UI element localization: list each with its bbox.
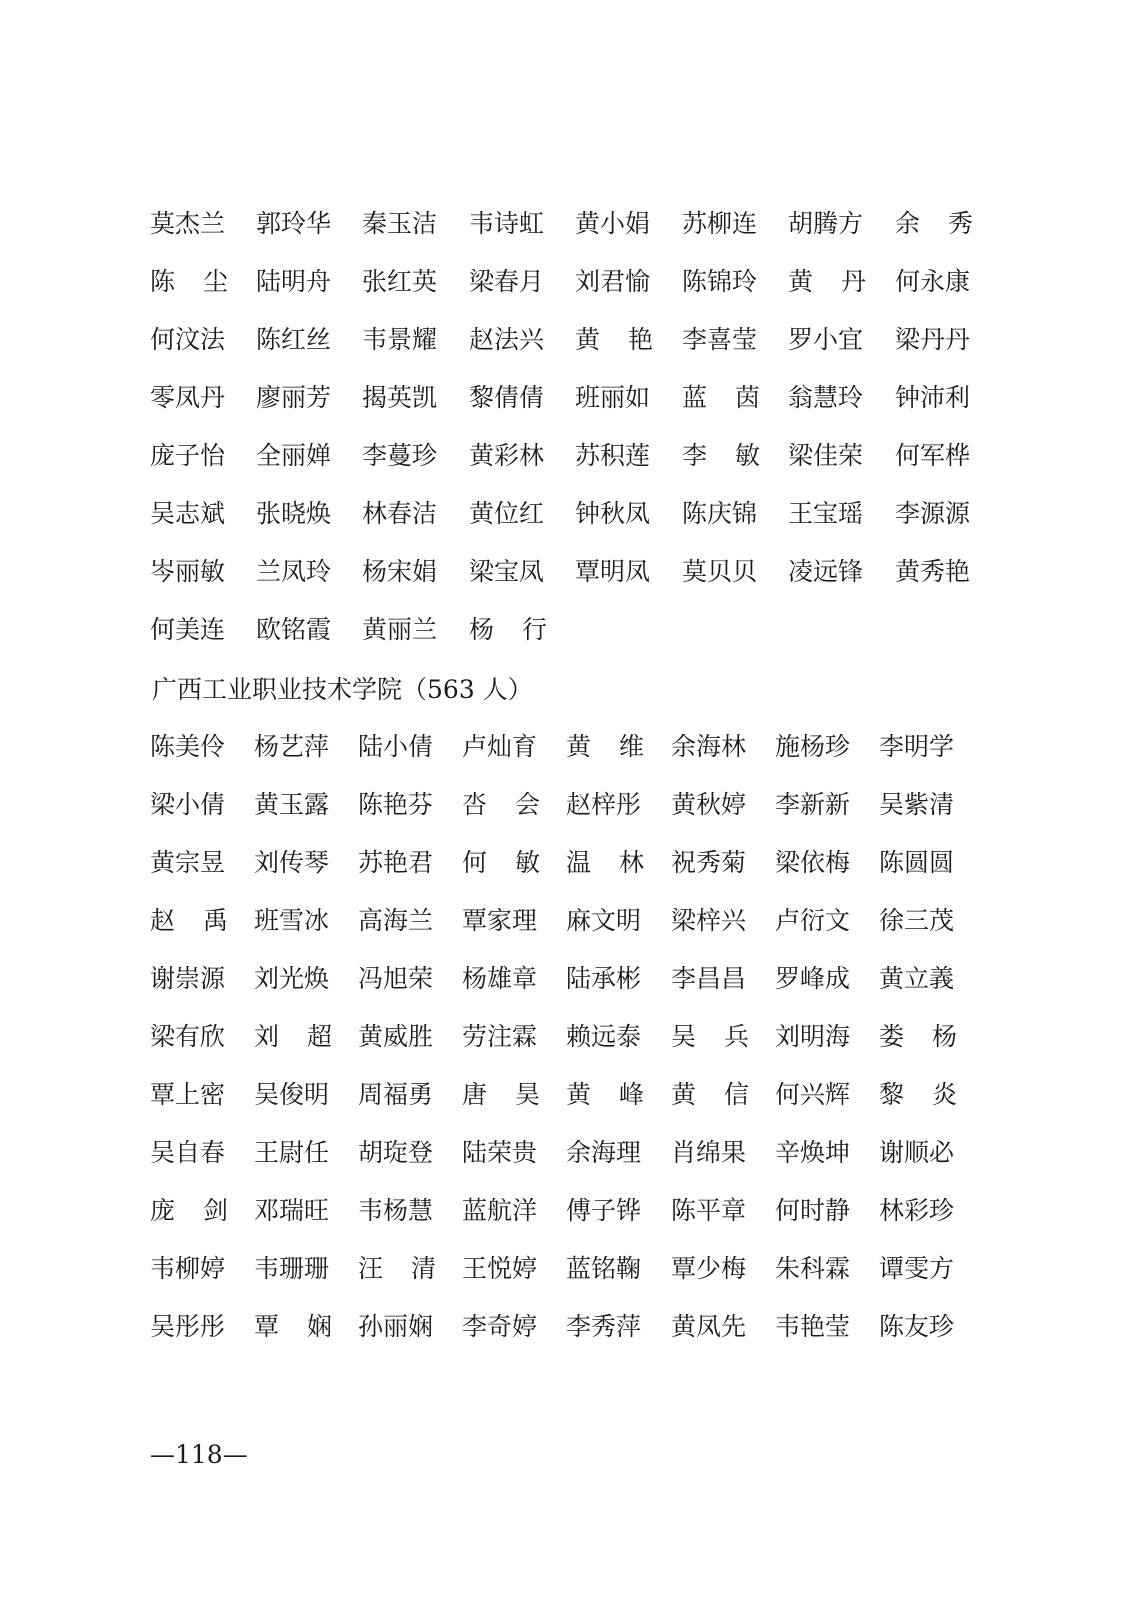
name-entry: 唐 昊 bbox=[462, 1080, 540, 1109]
name-entry: 梁佳荣 bbox=[788, 441, 864, 470]
name-entry: 钟秋凤 bbox=[575, 499, 651, 528]
name-entry: 莫杰兰 bbox=[150, 209, 226, 238]
name-row bbox=[0, 1307, 1131, 1347]
name-row bbox=[0, 785, 1131, 825]
name-entry: 刘君愉 bbox=[575, 267, 651, 296]
name-entry: 李秀萍 bbox=[566, 1312, 642, 1341]
name-entry: 赵 禹 bbox=[150, 906, 228, 935]
name-row bbox=[0, 727, 1131, 767]
name-entry: 陈友珍 bbox=[879, 1312, 955, 1341]
name-entry: 黄威胜 bbox=[358, 1022, 434, 1051]
name-entry: 陆小倩 bbox=[358, 732, 434, 761]
name-entry: 兰凤玲 bbox=[256, 557, 332, 586]
name-entry: 陈庆锦 bbox=[682, 499, 758, 528]
name-entry: 陈圆圆 bbox=[879, 848, 955, 877]
name-entry: 何美连 bbox=[150, 615, 226, 644]
name-entry: 蓝铭鞠 bbox=[566, 1254, 642, 1283]
name-entry: 莫贝贝 bbox=[682, 557, 758, 586]
name-entry: 罗峰成 bbox=[775, 964, 851, 993]
name-entry: 娄 杨 bbox=[879, 1022, 957, 1051]
name-entry: 刘 超 bbox=[254, 1022, 332, 1051]
name-entry: 何永康 bbox=[895, 267, 971, 296]
name-entry: 何军桦 bbox=[895, 441, 971, 470]
name-entry: 黄 维 bbox=[566, 732, 644, 761]
name-entry: 陈美伶 bbox=[150, 732, 226, 761]
name-entry: 徐三茂 bbox=[879, 906, 955, 935]
name-entry: 麻文明 bbox=[566, 906, 642, 935]
name-entry: 韦珊珊 bbox=[254, 1254, 330, 1283]
name-entry: 黎倩倩 bbox=[469, 383, 545, 412]
name-entry: 李新新 bbox=[775, 790, 851, 819]
name-entry: 黄秀艳 bbox=[895, 557, 971, 586]
name-entry: 黄彩林 bbox=[469, 441, 545, 470]
name-entry: 李昌昌 bbox=[671, 964, 747, 993]
name-row bbox=[0, 436, 1131, 476]
name-row bbox=[0, 262, 1131, 302]
name-entry: 梁梓兴 bbox=[671, 906, 747, 935]
name-entry: 黄 丹 bbox=[788, 267, 866, 296]
name-entry: 覃少梅 bbox=[671, 1254, 747, 1283]
name-entry: 陈平章 bbox=[671, 1196, 747, 1225]
name-entry: 凌远锋 bbox=[788, 557, 864, 586]
name-entry: 黄凤先 bbox=[671, 1312, 747, 1341]
name-entry: 全丽婵 bbox=[256, 441, 332, 470]
section-heading: 广西工业职业技术学院（563 人） bbox=[152, 675, 533, 704]
name-entry: 揭英凯 bbox=[362, 383, 438, 412]
name-entry: 苏积莲 bbox=[575, 441, 651, 470]
name-entry: 黄 信 bbox=[671, 1080, 749, 1109]
name-entry: 余 秀 bbox=[895, 209, 973, 238]
name-entry: 吴俊明 bbox=[254, 1080, 330, 1109]
name-entry: 黄 艳 bbox=[575, 325, 653, 354]
name-entry: 韦艳莹 bbox=[775, 1312, 851, 1341]
name-entry: 杨雄章 bbox=[462, 964, 538, 993]
name-row bbox=[0, 1075, 1131, 1115]
name-entry: 岑丽敏 bbox=[150, 557, 226, 586]
name-entry: 冯旭荣 bbox=[358, 964, 434, 993]
name-row bbox=[0, 901, 1131, 941]
name-entry: 杨 行 bbox=[469, 615, 547, 644]
name-entry: 王宝瑶 bbox=[788, 499, 864, 528]
name-entry: 陆承彬 bbox=[566, 964, 642, 993]
name-entry: 陈艳芬 bbox=[358, 790, 434, 819]
name-entry: 赵法兴 bbox=[469, 325, 545, 354]
name-entry: 吴 兵 bbox=[671, 1022, 749, 1051]
name-entry: 王尉任 bbox=[254, 1138, 330, 1167]
name-entry: 黄玉露 bbox=[254, 790, 330, 819]
name-entry: 汪 清 bbox=[358, 1254, 436, 1283]
name-entry: 张晓焕 bbox=[256, 499, 332, 528]
name-entry: 卢衍文 bbox=[775, 906, 851, 935]
name-entry: 邓瑞旺 bbox=[254, 1196, 330, 1225]
name-entry: 吴志斌 bbox=[150, 499, 226, 528]
name-entry: 梁依梅 bbox=[775, 848, 851, 877]
name-entry: 韦景耀 bbox=[362, 325, 438, 354]
name-entry: 蓝航洋 bbox=[462, 1196, 538, 1225]
name-entry: 韦柳婷 bbox=[150, 1254, 226, 1283]
name-entry: 温 林 bbox=[566, 848, 644, 877]
name-row bbox=[0, 204, 1131, 244]
name-entry: 蓝 茵 bbox=[682, 383, 760, 412]
name-entry: 黎 炎 bbox=[879, 1080, 957, 1109]
name-entry: 李喜莹 bbox=[682, 325, 758, 354]
name-entry: 肖绵果 bbox=[671, 1138, 747, 1167]
name-entry: 林春洁 bbox=[362, 499, 438, 528]
name-entry: 黄立義 bbox=[879, 964, 955, 993]
name-row bbox=[0, 1249, 1131, 1289]
name-row bbox=[0, 552, 1131, 592]
name-entry: 吴自春 bbox=[150, 1138, 226, 1167]
name-entry: 庞 剑 bbox=[150, 1196, 228, 1225]
name-entry: 覃 娴 bbox=[254, 1312, 332, 1341]
name-row bbox=[0, 959, 1131, 999]
name-entry: 覃上密 bbox=[150, 1080, 226, 1109]
name-entry: 郭玲华 bbox=[256, 209, 332, 238]
name-entry: 呇 会 bbox=[462, 790, 540, 819]
name-entry: 黄丽兰 bbox=[362, 615, 438, 644]
name-entry: 黄 峰 bbox=[566, 1080, 644, 1109]
name-entry: 梁春月 bbox=[469, 267, 545, 296]
name-row bbox=[0, 494, 1131, 534]
name-entry: 杨宋娟 bbox=[362, 557, 438, 586]
name-entry: 廖丽芳 bbox=[256, 383, 332, 412]
name-entry: 覃明凤 bbox=[575, 557, 651, 586]
name-entry: 黄宗昱 bbox=[150, 848, 226, 877]
name-entry: 韦诗虹 bbox=[469, 209, 545, 238]
name-entry: 庞子怡 bbox=[150, 441, 226, 470]
name-row bbox=[0, 1017, 1131, 1057]
name-entry: 傅子铧 bbox=[566, 1196, 642, 1225]
name-entry: 余海理 bbox=[566, 1138, 642, 1167]
name-entry: 胡琁登 bbox=[358, 1138, 434, 1167]
name-entry: 陈 尘 bbox=[150, 267, 228, 296]
name-entry: 梁宝凤 bbox=[469, 557, 545, 586]
name-entry: 李源源 bbox=[895, 499, 971, 528]
name-entry: 李明学 bbox=[879, 732, 955, 761]
name-entry: 钟沛利 bbox=[895, 383, 971, 412]
name-entry: 零凤丹 bbox=[150, 383, 226, 412]
name-entry: 李奇婷 bbox=[462, 1312, 538, 1341]
name-entry: 胡腾方 bbox=[788, 209, 864, 238]
name-entry: 梁丹丹 bbox=[895, 325, 971, 354]
name-entry: 覃家理 bbox=[462, 906, 538, 935]
name-entry: 黄秋婷 bbox=[671, 790, 747, 819]
name-entry: 梁小倩 bbox=[150, 790, 226, 819]
name-entry: 吴紫清 bbox=[879, 790, 955, 819]
name-entry: 周福勇 bbox=[358, 1080, 434, 1109]
name-entry: 高海兰 bbox=[358, 906, 434, 935]
name-row bbox=[0, 843, 1131, 883]
name-entry: 班雪冰 bbox=[254, 906, 330, 935]
name-entry: 辛焕坤 bbox=[775, 1138, 851, 1167]
name-entry: 孙丽娴 bbox=[358, 1312, 434, 1341]
name-entry: 刘明海 bbox=[775, 1022, 851, 1051]
name-entry: 余海林 bbox=[671, 732, 747, 761]
name-entry: 秦玉洁 bbox=[362, 209, 438, 238]
name-row bbox=[0, 1191, 1131, 1231]
name-entry: 陆荣贵 bbox=[462, 1138, 538, 1167]
name-row bbox=[0, 610, 1131, 650]
name-entry: 吴彤彤 bbox=[150, 1312, 226, 1341]
name-entry: 何兴辉 bbox=[775, 1080, 851, 1109]
name-entry: 梁有欣 bbox=[150, 1022, 226, 1051]
name-entry: 朱科霖 bbox=[775, 1254, 851, 1283]
name-entry: 陆明舟 bbox=[256, 267, 332, 296]
name-entry: 陈红丝 bbox=[256, 325, 332, 354]
name-entry: 苏艳君 bbox=[358, 848, 434, 877]
name-entry: 韦杨慧 bbox=[358, 1196, 434, 1225]
name-entry: 黄位红 bbox=[469, 499, 545, 528]
name-entry: 林彩珍 bbox=[879, 1196, 955, 1225]
name-entry: 刘光焕 bbox=[254, 964, 330, 993]
name-entry: 张红英 bbox=[362, 267, 438, 296]
name-entry: 欧铭霞 bbox=[256, 615, 332, 644]
name-entry: 何汶法 bbox=[150, 325, 226, 354]
name-entry: 刘传琴 bbox=[254, 848, 330, 877]
name-row bbox=[0, 320, 1131, 360]
name-entry: 谢顺必 bbox=[879, 1138, 955, 1167]
name-entry: 李 敏 bbox=[682, 441, 760, 470]
name-row bbox=[0, 378, 1131, 418]
name-entry: 赖远泰 bbox=[566, 1022, 642, 1051]
name-entry: 谭雯方 bbox=[879, 1254, 955, 1283]
name-entry: 何时静 bbox=[775, 1196, 851, 1225]
name-entry: 班丽如 bbox=[575, 383, 651, 412]
name-entry: 翁慧玲 bbox=[788, 383, 864, 412]
name-entry: 黄小娟 bbox=[575, 209, 651, 238]
name-entry: 王悦婷 bbox=[462, 1254, 538, 1283]
name-entry: 赵梓彤 bbox=[566, 790, 642, 819]
page-number: —118— bbox=[150, 1440, 248, 1469]
name-entry: 李蔓珍 bbox=[362, 441, 438, 470]
name-entry: 劳注霖 bbox=[462, 1022, 538, 1051]
name-row bbox=[0, 1133, 1131, 1173]
name-entry: 杨艺萍 bbox=[254, 732, 330, 761]
name-entry: 罗小宜 bbox=[788, 325, 864, 354]
name-entry: 陈锦玲 bbox=[682, 267, 758, 296]
name-entry: 何 敏 bbox=[462, 848, 540, 877]
name-entry: 卢灿育 bbox=[462, 732, 538, 761]
name-entry: 祝秀菊 bbox=[671, 848, 747, 877]
name-entry: 苏柳连 bbox=[682, 209, 758, 238]
name-entry: 谢崇源 bbox=[150, 964, 226, 993]
name-entry: 施杨珍 bbox=[775, 732, 851, 761]
